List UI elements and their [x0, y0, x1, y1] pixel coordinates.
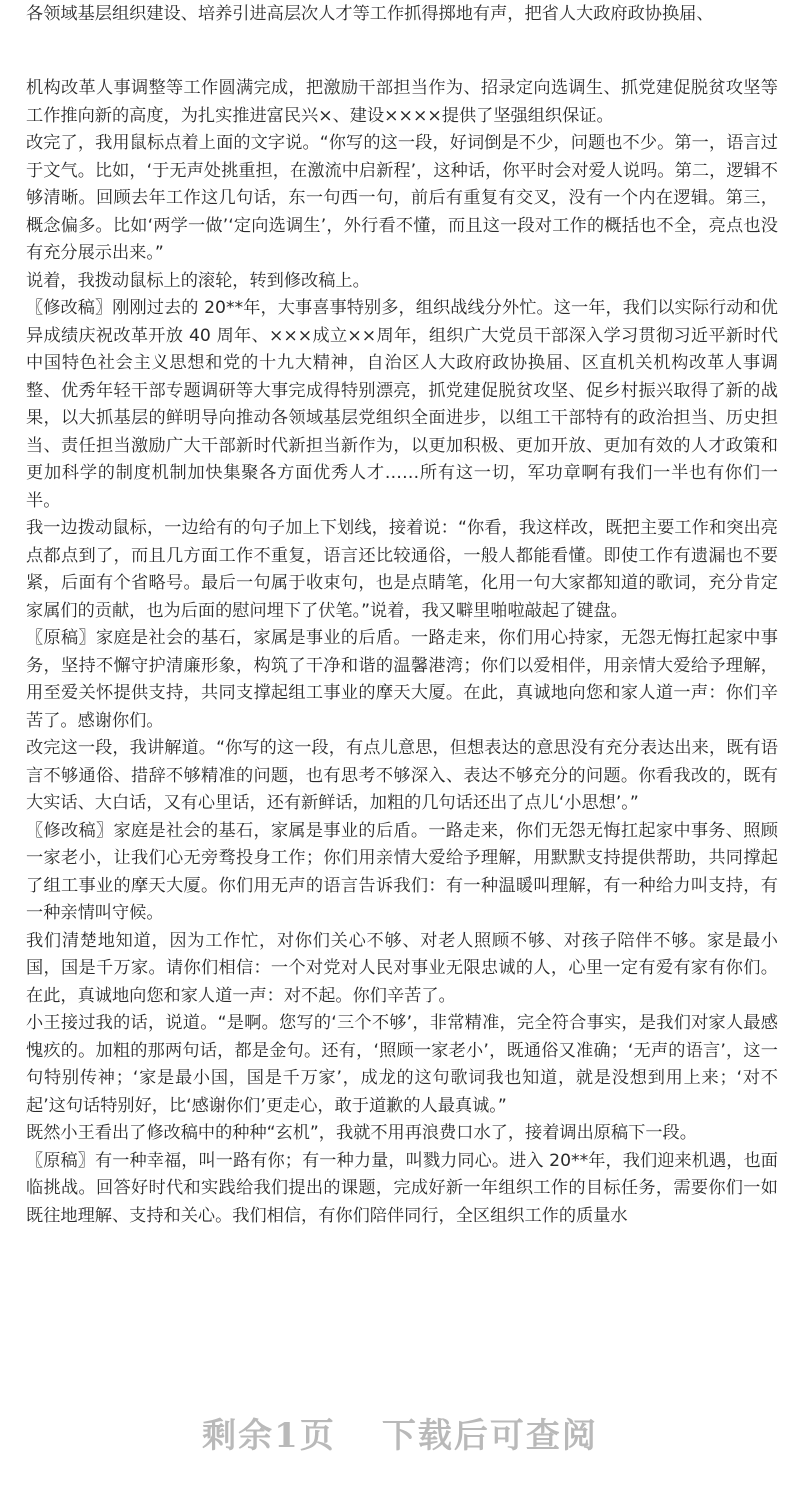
remaining-pages-label: 剩余1页	[202, 1416, 336, 1456]
download-to-view-label: 下载后可查阅	[381, 1416, 598, 1456]
paragraph: 我一边拨动鼠标，一边给有的句子加上下划线，接着说：“你看，我这样改，既把主要工作和突出亮点都点到了，而且几方面工作不重复，语言还比较通俗，一般人都能看懂。即使工作有遗漏也不要紧，后面有个省略号。最后一句属于收束句，也是点睛笔，化用一句大家都知道的歌词，充分肯定家属们的贡献，也为后面的慰问埋下了伏笔。”说着，我又噼里啪啦敲起了键盘。	[26, 518, 778, 621]
paragraph: 〖原稿〗家庭是社会的基石，家属是事业的后盾。一路走来，你们用心持家，无怨无悔扛起家中事务，坚持不懈守护清廉形象，构筑了干净和谐的温馨港湾；你们以爱相伴，用亲情大爱给予理解，用至爱关怀提供支持，共同支撑起组工事业的摩天大厦。在此，真诚地向您和家人道一声：你们辛苦了。感谢你们。	[26, 628, 778, 731]
revised-draft-tag: 〖修改稿〗	[26, 820, 114, 841]
paragraph: 〖修改稿〗家庭是社会的基石，家属是事业的后盾。一路走来，你们无怨无悔扛起家中事务、照顾一家老小，让我们心无旁骛投身工作；你们用亲情大爱给予理解，用默默支持提供帮助，共同撑起了组工事业的摩天大厦。你们用无声的语言告诉我们：有一种温暖叫理解，有一种给力叫支持，有一种亲情叫守候。	[26, 820, 778, 923]
revised-draft-tag: 〖修改稿〗	[26, 298, 113, 318]
original-draft-tag: 〖原稿〗	[26, 628, 96, 648]
download-prompt[interactable]	[0, 1408, 800, 1457]
paragraph: 机构改革人事调整等工作圆满完成，把激励干部担当作为、招录定向选调生、抓党建促脱贫攻坚等工作推向新的高度，为扎实推进富民兴×、建设××××提供了坚强组织保证。	[26, 78, 778, 126]
paragraph: 既然小王看出了修改稿中的种种“玄机”，我就不用再浪费口水了，接着调出原稿下一段。	[26, 1123, 697, 1143]
paragraph: 说着，我拨动鼠标上的滚轮，转到修改稿上。	[26, 270, 370, 291]
paragraph: 改完这一段，我讲解道。“你写的这一段，有点儿意思，但想表达的意思没有充分表达出来，既有语言不够通俗、措辞不够精准的问题，也有思考不够深入、表达不够充分的问题。你看我改的，既有大实话、大白话，又有心里话，还有新鲜话，加粗的几句话还出了点儿‘小思想’。”	[26, 738, 778, 813]
original-draft-tag: 〖原稿〗	[26, 1150, 96, 1171]
paragraph: 改完了，我用鼠标点着上面的文字说。“你写的这一段，好词倒是不少，问题也不少。第一，语言过于文气。比如，‘于无声处挑重担，在激流中启新程’，这种话，你平时会对爱人说吗。第二，逻辑不够清晰。回顾去年工作这几句话，东一句西一句，前后有重复有交叉，没有一个内在逻辑。第三，概念偏多。比如‘两学一做’‘定向选调生’，外行看不懂，而且这一段对工作的概括也不全，亮点也没有充分展示出来。”	[26, 133, 778, 263]
document-body	[26, 75, 778, 1230]
paragraph: 我们清楚地知道，因为工作忙，对你们关心不够、对老人照顾不够、对孩子陪伴不够。家是最小国，国是千万家。请你们相信：一个对党对人民对事业无限忠诚的人，心里一定有爱有家有你们。在此，真诚地向您和家人道一声：对不起。你们辛苦了。	[26, 930, 778, 1006]
paragraph: 小王接过我的话，说道。“是啊。您写的‘三个不够’，非常精准，完全符合事实，是我们对家人最感愧疚的。加粗的那两句话，都是金句。还有，‘照顾一家老小’，既通俗又准确；‘无声的语言’，这一句特别传神；‘家是最小国，国是千万家’，成龙的这句歌词我也知道，就是没想到用上来；‘对不起’这句话特别好，比‘感谢你们’更走心，敢于道歉的人最真诚。”	[26, 1013, 778, 1116]
previous-page-last-line: 各领域基层组织建设、培养引进高层次人才等工作抓得掷地有声，把省人大政府政协换届、	[26, 4, 714, 24]
paragraph: 〖修改稿〗刚刚过去的 20**年，大事喜事特别多，组织战线分外忙。这一年，我们以实际行动和优异成绩庆祝改革开放 40 周年、×××成立××周年，组织广大党员干部深入学习贯彻习近平新时代中国特色社会主义思想和党的十九大精神，自治区人大政府政协换届、区直机关机构改革人事调整、优秀年轻干部专题调研等大事完成得特别漂亮，抓党建促脱贫攻坚、促乡村振兴取得了新的战果，以大抓基层的鲜明导向推动各领域基层党组织全面进步，以组工干部特有的政治担当、历史担当、责任担当激励广大干部新时代新担当新作为，以更加积极、更加开放、更加有效的人才政策和更加科学的制度机制加快集聚各方面优秀人才……所有这一切，军功章啊有我们一半也有你们一半。	[26, 298, 778, 511]
paragraph: 〖原稿〗有一种幸福，叫一路有你；有一种力量，叫戮力同心。进入 20**年，我们迎来机遇，也面临挑战。回答好时代和实践给我们提出的课题，完成好新一年组织工作的目标任务，需要你们一如既往地理解、支持和关心。我们相信，有你们陪伴同行，全区组织工作的质量水	[26, 1150, 778, 1226]
